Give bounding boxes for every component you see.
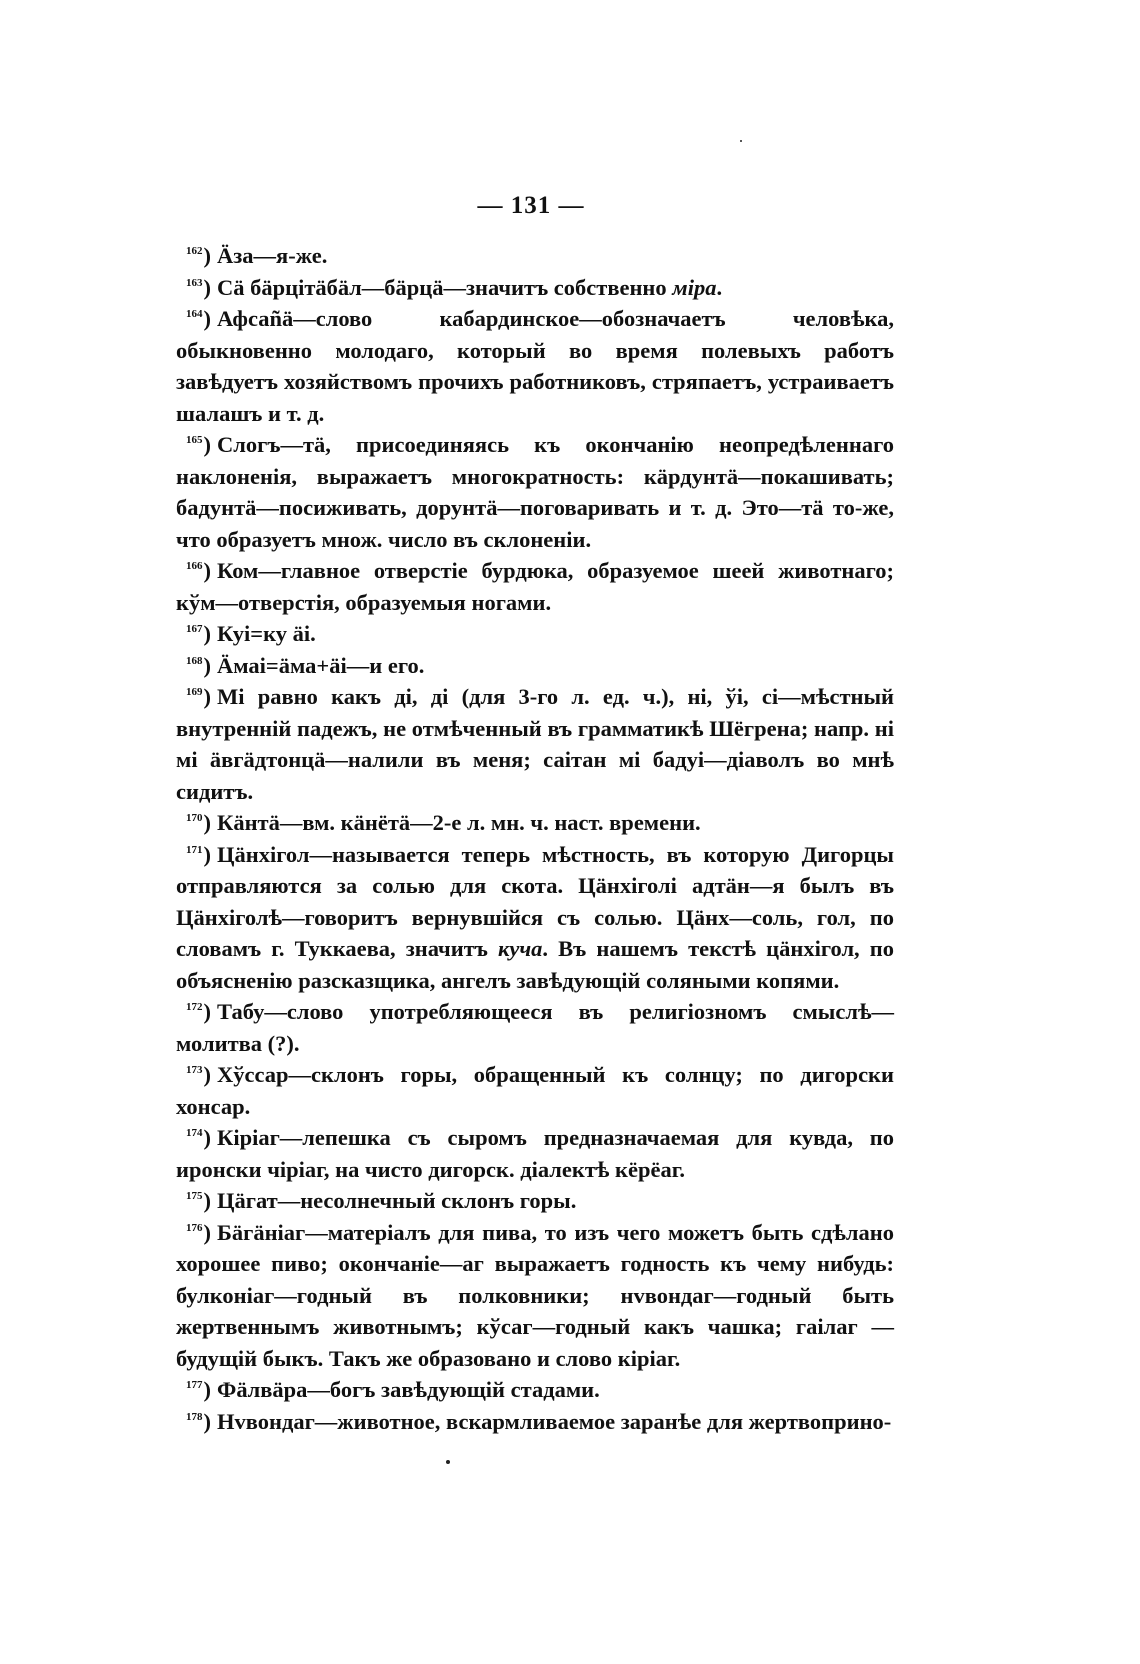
footnote-text: Куi=ку äi. [217, 621, 316, 646]
footnote-170: $^{170}$) Кäнтä—вм. кäнётä—2-е л. мн. ч. наст. времени. [186, 810, 701, 835]
footnote-number: 171 [186, 843, 203, 856]
footnote-text: Слогъ—тä, присоединяясь къ окончанію неопредѣленнаго наклоненія, выражаетъ многократность: кäрдунтä—покашивать; бадунтä—посиживать, дорунтä—поговаривать и т. д. Это—тä то-же, что образуетъ множ. число въ склоненіи. [176, 432, 894, 552]
footnote-text: Цäгат—несолнечный склонъ горы. [217, 1188, 577, 1213]
footnote-number: 166 [186, 560, 203, 572]
footnote-177: $^{177}$) Фäлвäра—богъ завѣдующій стадами. [186, 1377, 600, 1402]
footnote-number: 173 [186, 1064, 203, 1076]
footnote-text: Фäлвäра—богъ завѣдующій стадами. [217, 1377, 600, 1402]
footnote-text: Ком—главное отверстіе бурдюка, образуемое шеей животнаго; кўм—отверстія, образуемыя ногами. [176, 558, 894, 615]
footnote-text: Хўссар—склонъ горы, обращенный къ солнцу; по дигорски хонсар. [176, 1062, 894, 1119]
footnote-169: $^{169}$) Мi равно какъ дi, дi (для 3-го л. ед. ч.), нi, ўi, сi—мѣстный внутренній падежъ, не отмѣченный въ грамматикѣ Шёгрена; напр. нi мi äвгäдтонцä—налили въ меня; саiтан мi бадуi—діаволъ во мнѣ сидитъ. [176, 684, 894, 804]
footnote-175: $^{175}$) Цäгат—несолнечный склонъ горы. [186, 1188, 577, 1213]
footnote-text: Афсаñä—слово кабардинское—обозначаетъ человѣка, обыкновенно молодаго, который во время полевыхъ работъ завѣдуетъ хозяйствомъ прочихъ работниковъ, стряпаетъ, устраиваетъ шалашъ и т. д. [176, 306, 894, 426]
footnote-165: $^{165}$) Слогъ—тä, присоединяясь къ окончанію неопредѣленнаго наклоненія, выражаетъ многократность: кäрдунтä—покашивать; бадунтä—посиживать, дорунтä—поговаривать и т. д. Это—тä то-же, что образуетъ множ. число въ склоненіи. [176, 432, 894, 552]
footnotes-block [176, 240, 894, 1437]
footnote-162: $^{162}$) Äза—я-же. [186, 243, 328, 268]
footnote-number: 169 [186, 686, 203, 698]
footnote-text: Мi равно какъ дi, дi (для 3-го л. ед. ч.), нi, ўi, сi—мѣстный внутренній падежъ, не отмѣченный въ грамматикѣ Шёгрена; напр. нi мi äвгäдтонцä—налили въ меня; саiтан мi бадуi—діаволъ во мнѣ сидитъ. [176, 684, 894, 804]
footnote-text: Кäнтä—вм. кäнётä—2-е л. мн. ч. наст. времени. [217, 810, 701, 835]
footnote-163: $^{163}$) Сä бäрцiтäбäл—бäрцä—значитъ собственно міра. [186, 274, 723, 300]
footnote-172: $^{172}$) Табу—слово употребляющееся въ религіозномъ смыслѣ—молитва (?). [176, 999, 894, 1056]
footnote-number: 165 [186, 434, 203, 446]
footnote-number: 167 [186, 623, 203, 635]
footnote-168: $^{168}$) Äмаi=äма+äi—и его. [186, 652, 425, 678]
footnote-number: 174 [186, 1127, 203, 1139]
footnote-text: Сä бäрцiтäбäл—бäрцä—значитъ собственно [217, 274, 673, 300]
footnote-text: Нvвондаг—животное, вскармливаемое заранѣе для жертвоприно- [217, 1408, 892, 1434]
footnote-number: 175 [186, 1190, 203, 1202]
page-number: — 131 — [477, 192, 585, 219]
footnote-italic-word: міра [672, 274, 717, 300]
footnote-173: $^{173}$) Хўссар—склонъ горы, обращенный къ солнцу; по дигорски хонсар. [176, 1062, 894, 1119]
footnote-italic-word: куча [497, 936, 543, 961]
footnote-174: $^{174}$) Кiрiаг—лепешка съ сыромъ предназначаемая для кувда, по иронски чiрiаг, на чисто дигорск. діалектѣ кёрёаг. [176, 1125, 894, 1182]
footnote-178: $^{178}$) Нvвондаг—животное, вскармливаемое заранѣе для жертвоприно- [186, 1408, 892, 1434]
footnote-number: 162 [186, 245, 203, 257]
footnote-number: 163 [186, 276, 203, 289]
print-speck [446, 1460, 450, 1464]
footnote-number: 168 [186, 654, 203, 667]
footnote-number: 177 [186, 1379, 203, 1391]
footnote-171: $^{171}$) Цäнхiгол—называется теперь мѣстность, въ которую Дигорцы отправляются за солью для скота. Цäнхiголi адтäн—я былъ въ Цäнхiголѣ—говоритъ вернувшійся съ солью. Цäнх—соль, гол, по словамъ г. Туккаева, значитъ куча. Въ нашемъ текстѣ цäнхiгол, по объясненію разсказщика, ангелъ завѣдующій соляными копями. [176, 841, 894, 993]
footnote-number: 164 [186, 308, 203, 320]
footnote-176: $^{176}$) Бäгäнiаг—матеріалъ для пива, то изъ чего можетъ быть сдѣлано хорошее пиво; окончаніе—аг выражаетъ годность къ чему нибудь: булконіаг—годный въ полковники; нvвондаг—годный быть жертвеннымъ животнымъ; кўсаг—годный какъ чашка; гаiлаг — будущій быкъ. Такъ же образовано и слово кiрiаг. [176, 1219, 894, 1371]
footnote-text: Кiрiаг—лепешка съ сыромъ предназначаемая для кувда, по иронски чiрiаг, на чисто дигорск. діалектѣ кёрёаг. [176, 1125, 894, 1182]
print-speck [740, 140, 742, 142]
footnote-number: 178 [186, 1410, 203, 1423]
footnote-text: Цäнхiгол—называется теперь мѣстность, въ которую Дигорцы отправляются за солью для скота. Цäнхiголi адтäн—я былъ въ Цäнхiголѣ—говоритъ вернувшійся съ солью. Цäнх—соль, гол, по словамъ г. Туккаева, значитъ [176, 841, 894, 961]
footnote-text: Табу—слово употребляющееся въ религіозномъ смыслѣ—молитва (?). [176, 999, 894, 1056]
footnote-number: 170 [186, 812, 203, 824]
footnote-166: $^{166}$) Ком—главное отверстіе бурдюка, образуемое шеей животнаго; кўм—отверстія, образуемыя ногами. [176, 558, 894, 615]
footnote-text: Äза—я-же. [217, 243, 328, 268]
footnote-text: Äмаi=äма+äi—и его. [217, 652, 425, 678]
footnote-164: $^{164}$) Афсаñä—слово кабардинское—обозначаетъ человѣка, обыкновенно молодаго, который во время полевыхъ работъ завѣдуетъ хозяйствомъ прочихъ работниковъ, стряпаетъ, устраиваетъ шалашъ и т. д. [176, 306, 894, 426]
footnote-167: $^{167}$) Куi=ку äi. [186, 621, 316, 646]
footnote-text-end: . [716, 274, 723, 300]
footnote-number: 176 [186, 1221, 203, 1234]
footnote-text-end: . Въ нашемъ текстѣ цäнхiгол, по объясненію разсказщика, ангелъ завѣдующій соляными копями. [176, 936, 894, 993]
footnote-number: 172 [186, 1001, 203, 1013]
footnote-text: Бäгäнiаг—матеріалъ для пива, то изъ чего можетъ быть сдѣлано хорошее пиво; окончаніе—аг выражаетъ годность къ чему нибудь: булконіаг—годный въ полковники; нvвондаг—годный быть жертвеннымъ животнымъ; кўсаг—годный какъ чашка; гаiлаг — будущій быкъ. Такъ же образовано и слово кiрiаг. [176, 1219, 894, 1371]
